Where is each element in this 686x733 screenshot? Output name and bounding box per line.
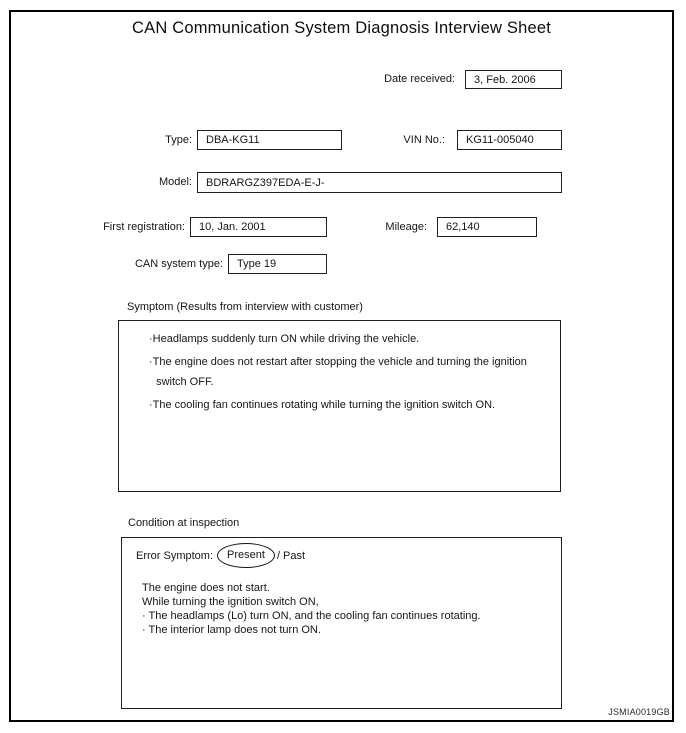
first-registration-value: 10, Jan. 2001 xyxy=(199,221,266,233)
type-value: DBA-KG11 xyxy=(206,134,260,146)
condition-notes xyxy=(142,581,561,637)
symptom-item: ·The cooling fan continues rotating while turning the ignition switch ON. xyxy=(149,399,496,411)
symptom-list xyxy=(119,321,559,415)
symptom-heading: Symptom (Results from interview with customer) xyxy=(127,301,363,313)
can-system-type-box xyxy=(228,254,327,274)
symptom-box xyxy=(118,320,561,492)
vin-no-box xyxy=(457,130,562,150)
can-system-type-value: Type 19 xyxy=(237,258,277,270)
first-registration-label: First registration: xyxy=(103,221,185,233)
condition-box xyxy=(121,537,562,709)
symptom-item: ·The engine does not restart after stopping the vehicle and turning the ignition switch OFF. xyxy=(149,356,527,388)
mileage-box xyxy=(437,217,537,237)
error-symptom-row xyxy=(136,542,561,569)
vin-no-value: KG11-005040 xyxy=(466,134,534,146)
symptom-item: ·Headlamps suddenly turn ON while driving the vehicle. xyxy=(149,333,420,345)
type-label: Type: xyxy=(165,134,192,146)
error-symptom-rest: / Past xyxy=(276,549,306,562)
type-box xyxy=(197,130,342,150)
condition-note: · The interior lamp does not turn ON. xyxy=(142,624,321,636)
condition-heading: Condition at inspection xyxy=(128,517,240,529)
date-received-label: Date received: xyxy=(384,73,455,85)
first-registration-box xyxy=(190,217,327,237)
can-system-type-label: CAN system type: xyxy=(134,258,223,270)
condition-note: While turning the ignition switch ON, xyxy=(142,596,319,608)
model-box xyxy=(197,172,562,193)
condition-note: · The headlamps (Lo) turn ON, and the cooling fan continues rotating. xyxy=(142,610,481,622)
error-symptom-circled-option: Present xyxy=(217,543,275,568)
vin-no-label: VIN No.: xyxy=(403,134,445,146)
date-received-value: 3, Feb. 2006 xyxy=(474,73,536,86)
sheet-title: CAN Communication System Diagnosis Interview Sheet xyxy=(132,19,551,37)
error-symptom-label: Error Symptom: xyxy=(136,549,214,562)
sheet-border xyxy=(9,10,674,722)
model-value: BDRARGZ397EDA-E-J- xyxy=(206,176,325,189)
date-received-box xyxy=(465,70,562,89)
model-label: Model: xyxy=(158,176,192,188)
condition-note: The engine does not start. xyxy=(142,582,270,594)
mileage-value: 62,140 xyxy=(446,221,480,233)
mileage-label: Mileage: xyxy=(385,221,427,233)
figure-code: JSMIA0019GB xyxy=(608,707,670,717)
